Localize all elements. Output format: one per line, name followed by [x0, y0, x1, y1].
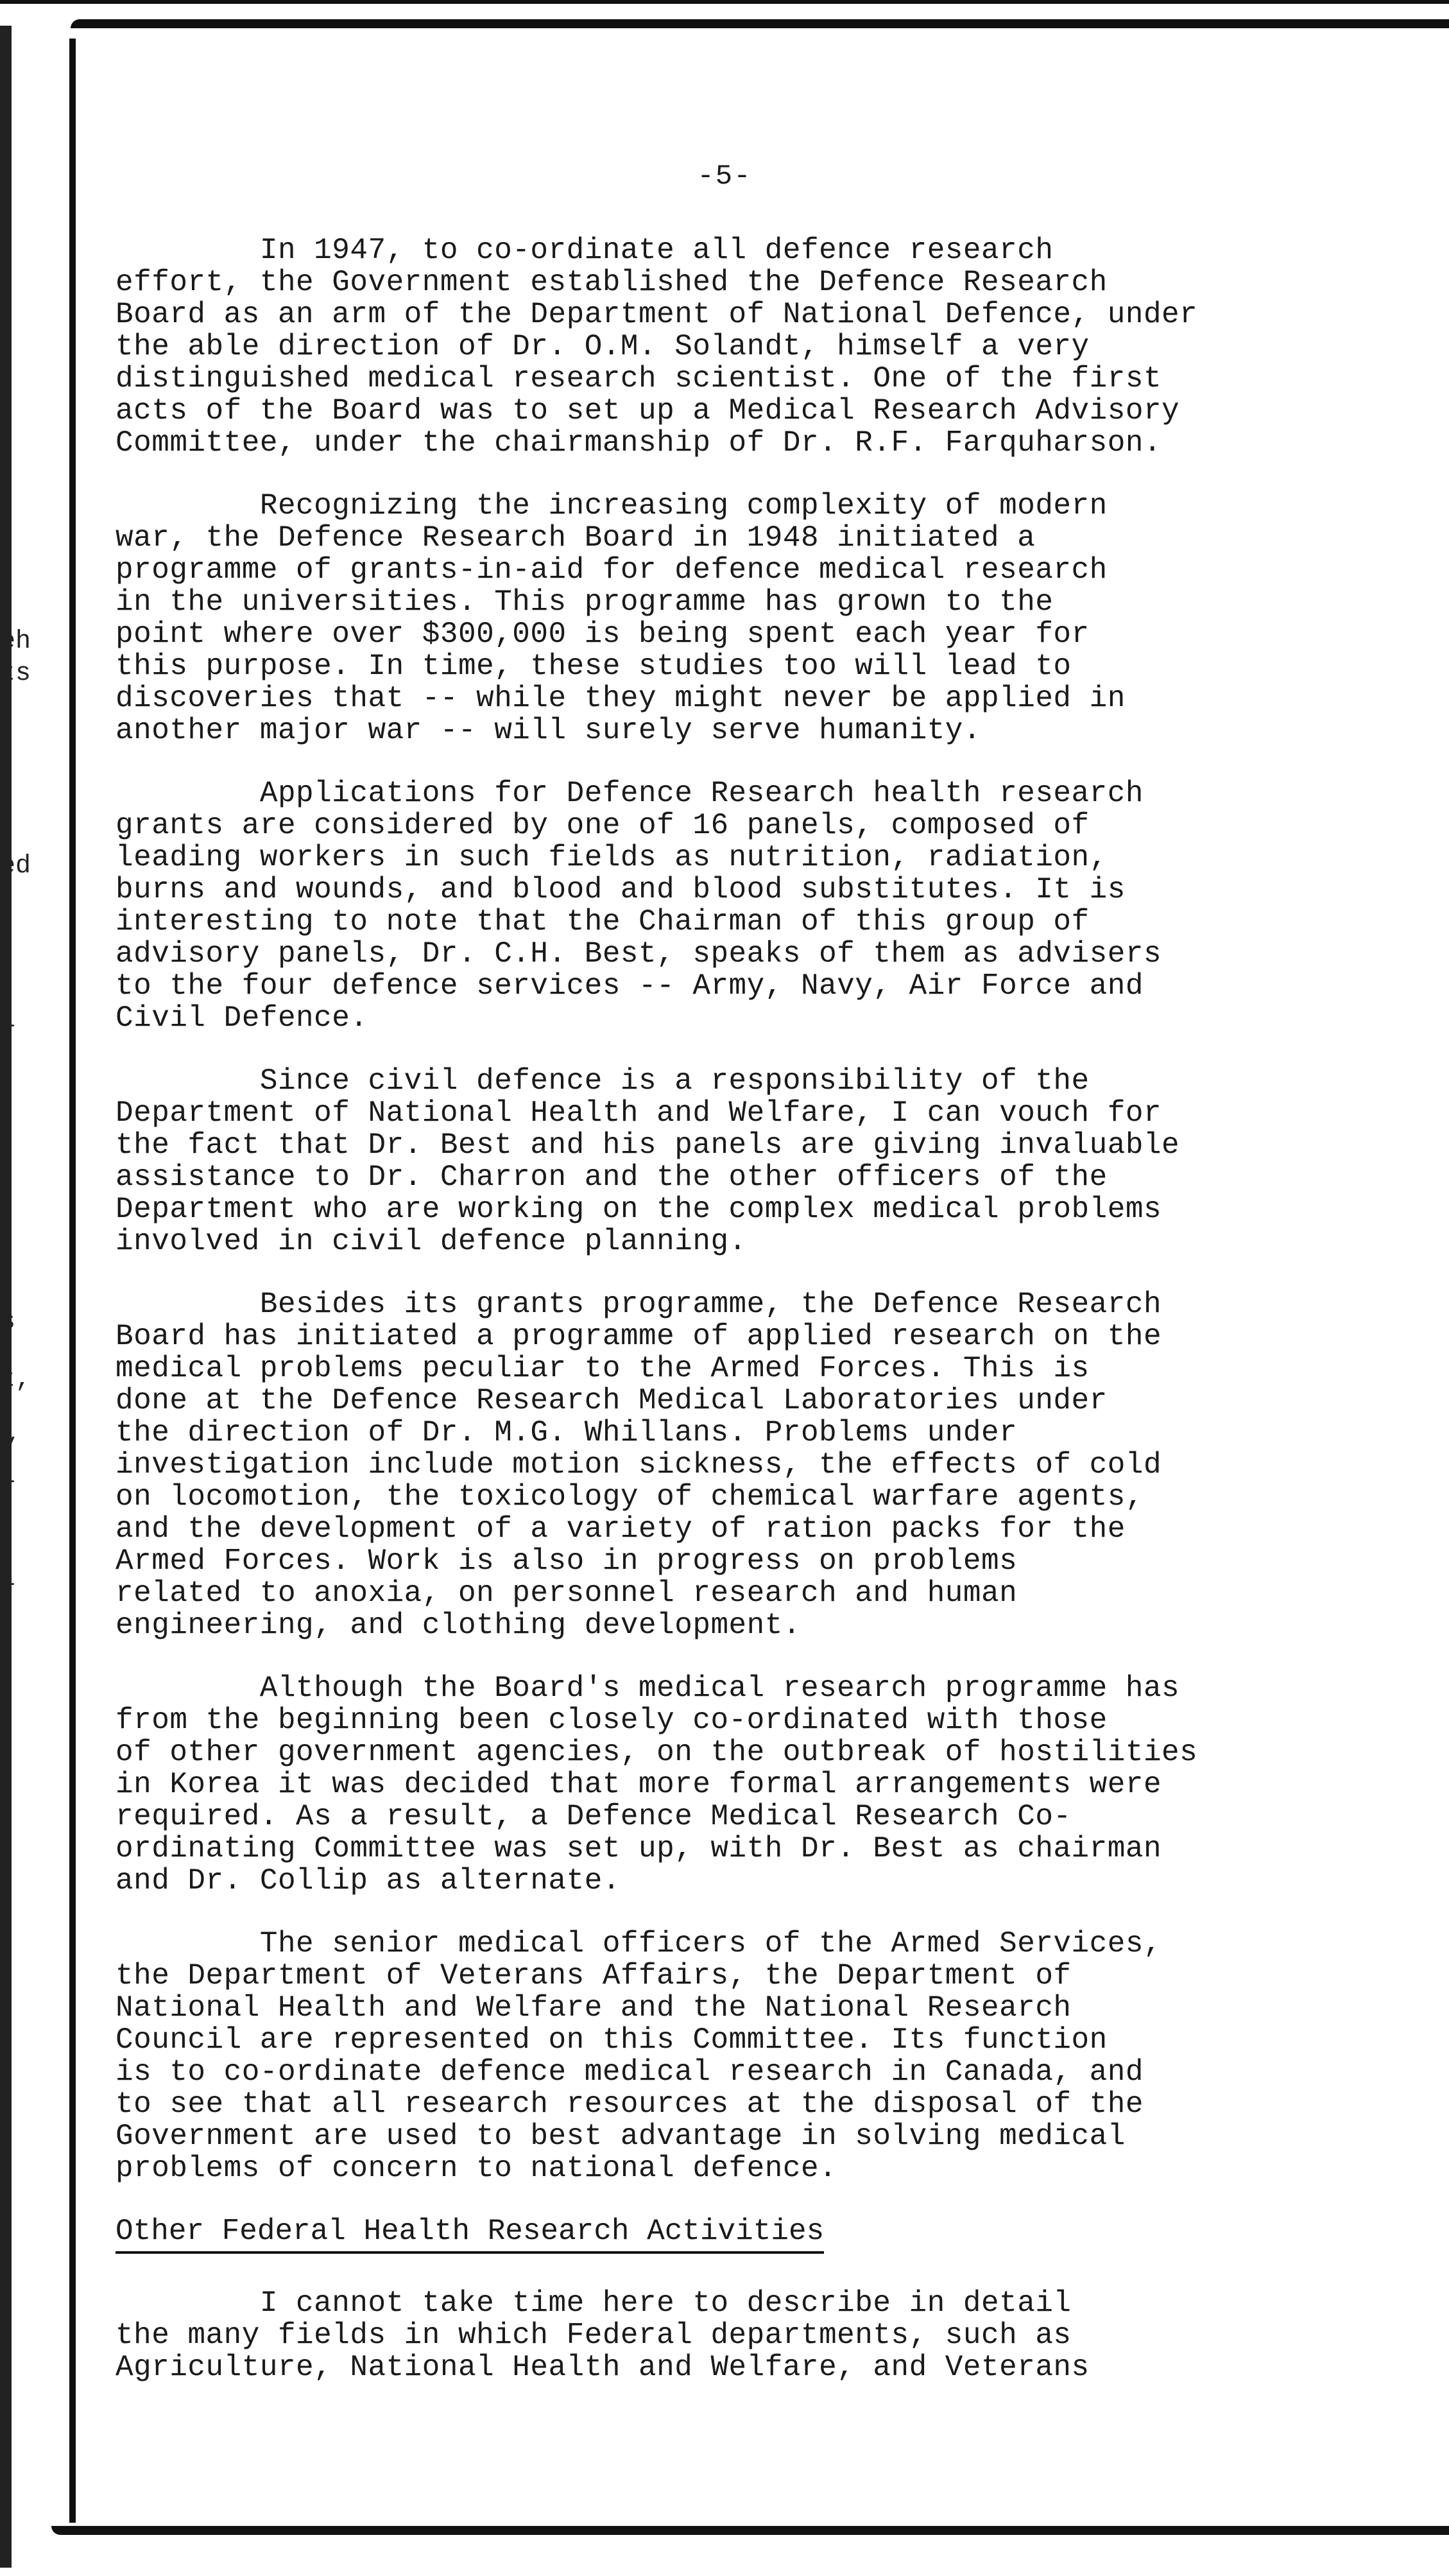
margin-fragment: t,	[0, 1365, 31, 1394]
text-line: Department of National Health and Welfare, I can vouch for	[116, 1096, 1162, 1130]
text-line: on locomotion, the toxicology of chemical warfare agents,	[116, 1480, 1144, 1514]
text-line: Although the Board's medical research programme has	[116, 1672, 1180, 1705]
margin-fragment: l	[0, 1462, 16, 1491]
page-edge-top	[0, 0, 1449, 4]
text-line: involved in civil defence planning.	[116, 1225, 747, 1258]
section-heading: Other Federal Health Research Activities	[116, 2215, 824, 2254]
text-line: Civil Defence.	[116, 1001, 368, 1035]
text-line: Board has initiated a programme of applied research on the	[116, 1320, 1162, 1353]
page-frame-bottom	[51, 2526, 1449, 2535]
binding-spine	[0, 26, 12, 2568]
text-line: and the development of a variety of ration packs for the	[116, 1512, 1126, 1546]
margin-fragment: ed	[0, 852, 31, 881]
text-line: Board as an arm of the Department of National Defence, under	[116, 298, 1198, 331]
text-line: done at the Defence Research Medical Laboratories under	[116, 1384, 1108, 1417]
margin-fragment: ts	[0, 659, 31, 688]
text-line: of other government agencies, on the outbreak of hostilities	[116, 1736, 1198, 1769]
text-line: from the beginning been closely co-ordinated with those	[116, 1704, 1108, 1737]
text-line: The senior medical officers of the Armed Services,	[116, 1927, 1162, 1960]
margin-fragment: eh	[0, 627, 31, 656]
text-line: discoveries that -- while they might never be applied in	[116, 682, 1126, 715]
text-line: Armed Forces. Work is also in progress on problems	[116, 1544, 1018, 1578]
text-line: another major war -- will surely serve humanity.	[116, 714, 982, 747]
text-line: is to co-ordinate defence medical research in Canada, and	[116, 2055, 1144, 2089]
text-line: medical problems peculiar to the Armed Forces. This is	[116, 1352, 1090, 1385]
text-line: the direction of Dr. M.G. Whillans. Problems under	[116, 1416, 1018, 1449]
text-line: to the four defence services -- Army, Navy, Air Force and	[116, 969, 1144, 1003]
page-frame-left	[69, 39, 76, 2523]
text-line: programme of grants-in-aid for defence medical research	[116, 553, 1108, 587]
margin-fragment: s	[0, 1308, 16, 1336]
text-line: Council are represented on this Committee. Its function	[116, 2023, 1108, 2057]
text-line: interesting to note that the Chairman of this group of	[116, 905, 1090, 938]
text-line: engineering, and clothing development.	[116, 1609, 801, 1642]
text-line: the Department of Veterans Affairs, the Department of	[116, 1959, 1072, 1993]
text-line: point where over $300,000 is being spent each year for	[116, 618, 1090, 651]
text-line: advisory panels, Dr. C.H. Best, speaks of them as advisers	[116, 937, 1162, 971]
text-line: problems of concern to national defence.	[116, 2152, 837, 2185]
text-line: Besides its grants programme, the Defence Research	[116, 1288, 1162, 1321]
margin-fragment: y	[0, 1430, 16, 1458]
text-line: related to anoxia, on personnel research and human	[116, 1577, 1018, 1610]
paragraph	[116, 1672, 1309, 1897]
text-line: the fact that Dr. Best and his panels are giving invaluable	[116, 1128, 1180, 1162]
text-line: In 1947, to co-ordinate all defence research	[116, 234, 1054, 267]
text-line: leading workers in such fields as nutrition, radiation,	[116, 841, 1108, 874]
text-line: and Dr. Collip as alternate.	[116, 1864, 621, 1897]
text-line: war, the Defence Research Board in 1948 initiated a	[116, 521, 1036, 555]
paragraph	[116, 777, 1309, 1034]
text-line: the many fields in which Federal departments, such as	[116, 2319, 1072, 2352]
text-line: the able direction of Dr. O.M. Solandt, himself a very	[116, 330, 1090, 363]
text-line: in Korea it was decided that more formal arrangements were	[116, 1768, 1162, 1801]
section-heading-wrapper	[116, 2215, 1309, 2287]
paragraph	[116, 1288, 1309, 1641]
paragraph	[116, 1065, 1309, 1258]
text-line: Applications for Defence Research health research	[116, 777, 1144, 810]
page-number: -5-	[697, 160, 752, 193]
text-line: to see that all research resources at the disposal of the	[116, 2088, 1144, 2121]
text-line: Agriculture, National Health and Welfare, and Veterans	[116, 2351, 1090, 2384]
text-line: Committee, under the chairmanship of Dr. R.F. Farquharson.	[116, 426, 1162, 460]
text-line: Recognizing the increasing complexity of modern	[116, 489, 1108, 523]
document-body	[116, 234, 1309, 2414]
text-line: National Health and Welfare and the National Research	[116, 1991, 1072, 2025]
text-line: required. As a result, a Defence Medical Research Co-	[116, 1800, 1072, 1833]
text-line: in the universities. This programme has grown to the	[116, 585, 1054, 619]
text-line: investigation include motion sickness, the effects of cold	[116, 1448, 1162, 1482]
text-line: effort, the Government established the Defence Research	[116, 266, 1108, 299]
text-line: ordinating Committee was set up, with Dr. Best as chairman	[116, 1832, 1162, 1865]
paragraph	[116, 1928, 1309, 2184]
paragraph	[116, 490, 1309, 747]
paragraph	[116, 2287, 1309, 2383]
text-line: this purpose. In time, these studies too will lead to	[116, 650, 1072, 683]
text-line: acts of the Board was to set up a Medical Research Advisory	[116, 394, 1180, 428]
text-line: Government are used to best advantage in solving medical	[116, 2120, 1126, 2153]
paragraph	[116, 234, 1309, 459]
text-line: Department who are working on the complex medical problems	[116, 1193, 1162, 1226]
text-line: distinguished medical research scientist. One of the first	[116, 362, 1162, 395]
text-line: grants are considered by one of 16 panels, composed of	[116, 809, 1090, 842]
margin-fragment: l	[0, 1006, 16, 1035]
page-frame-top	[71, 19, 1449, 28]
text-line: I cannot take time here to describe in detail	[116, 2286, 1072, 2320]
text-line: Since civil defence is a responsibility of the	[116, 1064, 1090, 1098]
text-line: burns and wounds, and blood and blood substitutes. It is	[116, 873, 1126, 906]
text-line: assistance to Dr. Charron and the other officers of the	[116, 1161, 1108, 1194]
margin-fragment: l	[0, 1564, 16, 1593]
